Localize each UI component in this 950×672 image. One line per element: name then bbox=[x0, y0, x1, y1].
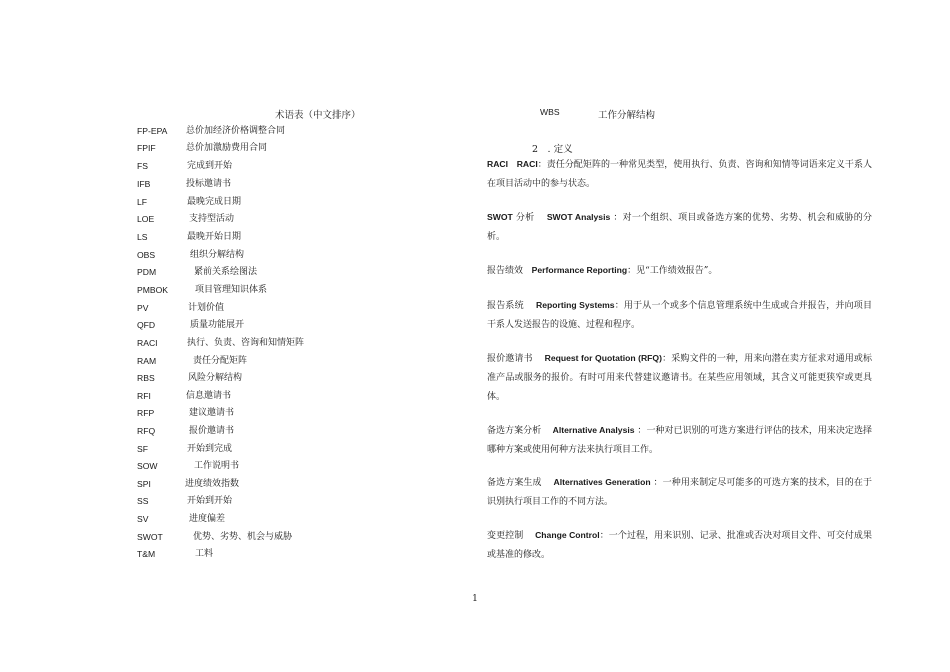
definition-text: ：采购文件的一种，用来向潜在卖方征求对通用或标准产品或服务的报价。有时可用来代替建议邀请书。在某些应用领域，其含义可能更狭窄或更具体。 bbox=[487, 354, 872, 402]
definition-term-en: RACI bbox=[487, 159, 509, 169]
definition-term-en: Alternatives Generation bbox=[553, 477, 651, 487]
definition-swot: SWOT 分析 SWOT Analysis ：对一个组织、项目或备选方案的优势、劣势、机会和威胁的分析。 bbox=[487, 212, 872, 242]
definition-term-en: Reporting Systems bbox=[536, 300, 615, 310]
glossary-meaning: 总价加激励费用合同 bbox=[186, 143, 268, 153]
glossary-meaning: 支持型活动 bbox=[189, 214, 235, 224]
glossary-abbr: SV bbox=[137, 514, 149, 524]
glossary-abbr: RAM bbox=[137, 356, 157, 366]
glossary-meaning: 开始到开始 bbox=[187, 496, 233, 506]
glossary-abbr: SPI bbox=[137, 479, 151, 489]
glossary-meaning: 执行、负责、咨询和知情矩阵 bbox=[187, 338, 305, 348]
glossary-abbr: PV bbox=[137, 303, 149, 313]
definition-text: ：用于从一个或多个信息管理系统中生成或合并报告，并向项目干系人发送报告的设施、过程和程序。 bbox=[487, 301, 872, 330]
glossary-abbr: PDM bbox=[137, 267, 157, 277]
glossary-abbr: SWOT bbox=[137, 532, 163, 542]
glossary-meaning: 进度绩效指数 bbox=[185, 479, 240, 489]
section-heading: 2 . 定义 bbox=[532, 144, 573, 155]
glossary-meaning: 总价加经济价格调整合同 bbox=[186, 126, 286, 136]
glossary-abbr: FPIF bbox=[137, 143, 156, 153]
glossary-meaning: 工料 bbox=[195, 549, 214, 559]
definition-term-cn: 备选方案生成 bbox=[487, 478, 542, 488]
glossary-meaning: 优势、劣势、机会与威胁 bbox=[193, 532, 293, 542]
definition-text: ：一种对已识别的可选方案进行评估的技术，用来决定选择哪种方案或使用何种方法来执行项目工作。 bbox=[487, 426, 872, 455]
glossary-abbr: LF bbox=[137, 197, 148, 207]
glossary-abbr: QFD bbox=[137, 320, 156, 330]
definition-rfq bbox=[487, 349, 872, 407]
glossary-abbr: OBS bbox=[137, 250, 156, 260]
glossary-abbr: SF bbox=[137, 444, 148, 454]
glossary-meaning: 进度偏差 bbox=[189, 514, 226, 524]
glossary-meaning: 紧前关系绘图法 bbox=[194, 267, 258, 277]
glossary-abbr: T&M bbox=[137, 549, 156, 559]
definition-performance-reporting bbox=[487, 261, 872, 281]
glossary-abbr: SS bbox=[137, 496, 149, 506]
glossary-meaning: 项目管理知识体系 bbox=[195, 285, 268, 295]
glossary-abbr: LS bbox=[137, 232, 148, 242]
glossary-abbr: FS bbox=[137, 161, 148, 171]
glossary-meaning: 最晚开始日期 bbox=[187, 232, 242, 242]
wbs-entry bbox=[540, 107, 656, 121]
glossary-abbr: RACI bbox=[137, 338, 158, 348]
glossary-abbr: RBS bbox=[137, 373, 155, 383]
glossary-meaning: 工作说明书 bbox=[194, 461, 240, 471]
glossary-abbr: RFQ bbox=[137, 426, 156, 436]
definition-term-en: Request for Quotation (RFQ) bbox=[544, 353, 662, 363]
definition-term-cn: 变更控制 bbox=[487, 531, 524, 541]
definition-term-en-2: RACI bbox=[516, 159, 538, 169]
wbs-abbr: WBS bbox=[540, 107, 560, 117]
glossary-meaning: 质量功能展开 bbox=[190, 320, 245, 330]
glossary-abbr: RFI bbox=[137, 391, 151, 401]
page-number: 1 bbox=[472, 594, 478, 604]
glossary-abbr: SOW bbox=[137, 461, 158, 471]
definition-term-en: Performance Reporting bbox=[531, 265, 628, 275]
definition-change-control bbox=[487, 526, 872, 565]
definition-term-cn: 报告系统 bbox=[487, 301, 524, 311]
definition-term-en: SWOT Analysis bbox=[546, 212, 611, 222]
definition-term-en: Alternative Analysis bbox=[552, 425, 635, 435]
definition-term-abbr: SWOT bbox=[487, 212, 513, 222]
glossary-meaning: 开始到完成 bbox=[187, 444, 233, 454]
glossary-abbr: PMBOK bbox=[137, 285, 169, 295]
wbs-meaning: 工作分解结构 bbox=[598, 110, 656, 121]
definition-text: ：见“工作绩效报告”。 bbox=[627, 266, 718, 276]
glossary-meaning: 责任分配矩阵 bbox=[193, 356, 248, 366]
definition-text: ：一个过程，用来识别、记录、批准或否决对项目文件、可交付成果或基准的修改。 bbox=[487, 531, 872, 560]
glossary-meaning: 完成到开始 bbox=[187, 161, 233, 171]
glossary-abbr: IFB bbox=[137, 179, 151, 189]
glossary-abbr: FP-EPA bbox=[137, 126, 168, 136]
glossary-abbr: LOE bbox=[137, 214, 155, 224]
glossary-meaning: 建议邀请书 bbox=[189, 408, 235, 418]
definition-alternatives-generation bbox=[487, 473, 872, 512]
definition-text: ：责任分配矩阵的一种常见类型，使用执行、负责、咨询和知情等词语来定义干系人在项目活动中的参与状态。 bbox=[487, 160, 872, 189]
glossary-title: 术语表（中文排序） bbox=[275, 110, 361, 121]
glossary-abbr: RFP bbox=[137, 408, 155, 418]
definition-term-cn: 备选方案分析 bbox=[487, 426, 542, 436]
definition-term-en: Change Control bbox=[535, 530, 600, 540]
definition-alternative-analysis bbox=[487, 421, 872, 460]
definition-reporting-systems bbox=[487, 296, 872, 335]
glossary-meaning: 信息邀请书 bbox=[186, 391, 232, 401]
glossary-meaning: 投标邀请书 bbox=[186, 179, 232, 189]
glossary-meaning: 计划价值 bbox=[188, 303, 225, 313]
definition-raci bbox=[487, 155, 872, 194]
glossary-meaning: 风险分解结构 bbox=[188, 373, 243, 383]
glossary-meaning: 最晚完成日期 bbox=[187, 197, 242, 207]
definition-term-cn: 报价邀请书 bbox=[487, 354, 533, 364]
definition-text: ：对一个组织、项目或备选方案的优势、劣势、机会和威胁的分析。 bbox=[487, 213, 872, 242]
definition-term-cn: 报告绩效 bbox=[487, 266, 524, 276]
definition-text: ：一种用来制定尽可能多的可选方案的技术，目的在于识别执行项目工作的不同方法。 bbox=[487, 478, 872, 507]
glossary-meaning: 报价邀请书 bbox=[189, 426, 235, 436]
glossary-meaning: 组织分解结构 bbox=[190, 250, 245, 260]
